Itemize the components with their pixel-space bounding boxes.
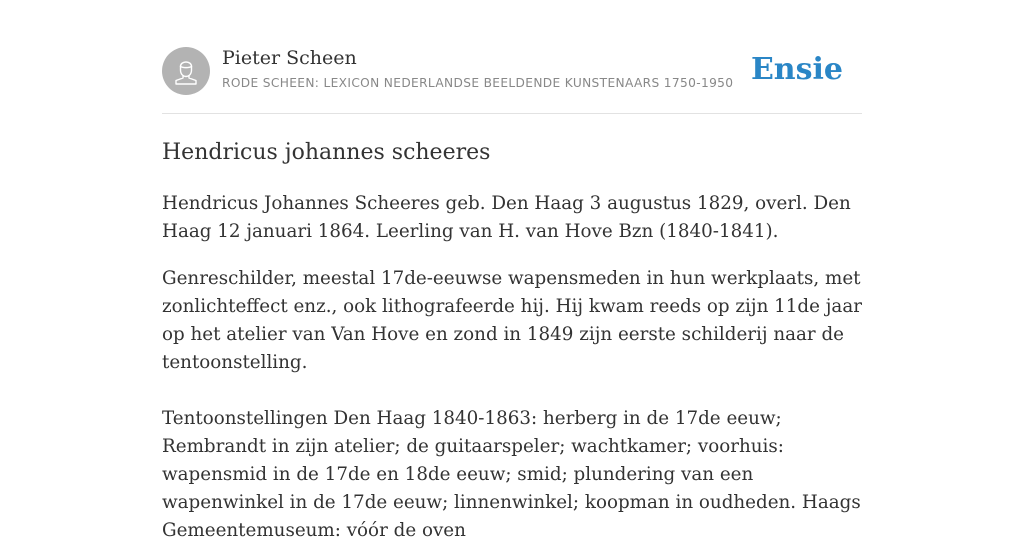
- source-title[interactable]: RODE SCHEEN: LEXICON NEDERLANDSE BEELDENDE KUNSTENAARS 1750-1950: [222, 76, 734, 90]
- avatar[interactable]: [162, 47, 210, 95]
- paragraph: Hendricus Johannes Scheeres geb. Den Haag 3 augustus 1829, overl. Den Haag 12 januari 1864. Leerling van H. van Hove Bzn (1840-1841).: [162, 193, 851, 242]
- article-body: [162, 190, 862, 545]
- header-divider: [162, 113, 862, 114]
- paragraph: Genreschilder, meestal 17de-eeuwse wapensmeden in hun werkplaats, met zonlichteffect enz., ook lithografeerde hij. Hij kwam reeds op zijn 11de jaar op het atelier van Van Hove en zond in 1849 zijn eerste schilderij naar de tentoonstelling.: [162, 268, 862, 373]
- author-name[interactable]: Pieter Scheen: [222, 47, 357, 69]
- paragraph: Tentoonstellingen Den Haag 1840-1863: herberg in de 17de eeuw; Rembrandt in zijn atelier; de guitaarspeler; wachtkamer; voorhuis: wapensmid in de 17de en 18de eeuw; smid; plundering van een wapenwinkel in de 17de eeuw; linnenwinkel; koopman in oudheden. Haags Gemeentemuseum: vóór de oven: [162, 408, 861, 541]
- user-icon: [162, 47, 210, 95]
- article-title: Hendricus johannes scheeres: [162, 140, 491, 165]
- ensie-logo[interactable]: Ensie: [750, 52, 843, 87]
- article-header: [162, 46, 862, 96]
